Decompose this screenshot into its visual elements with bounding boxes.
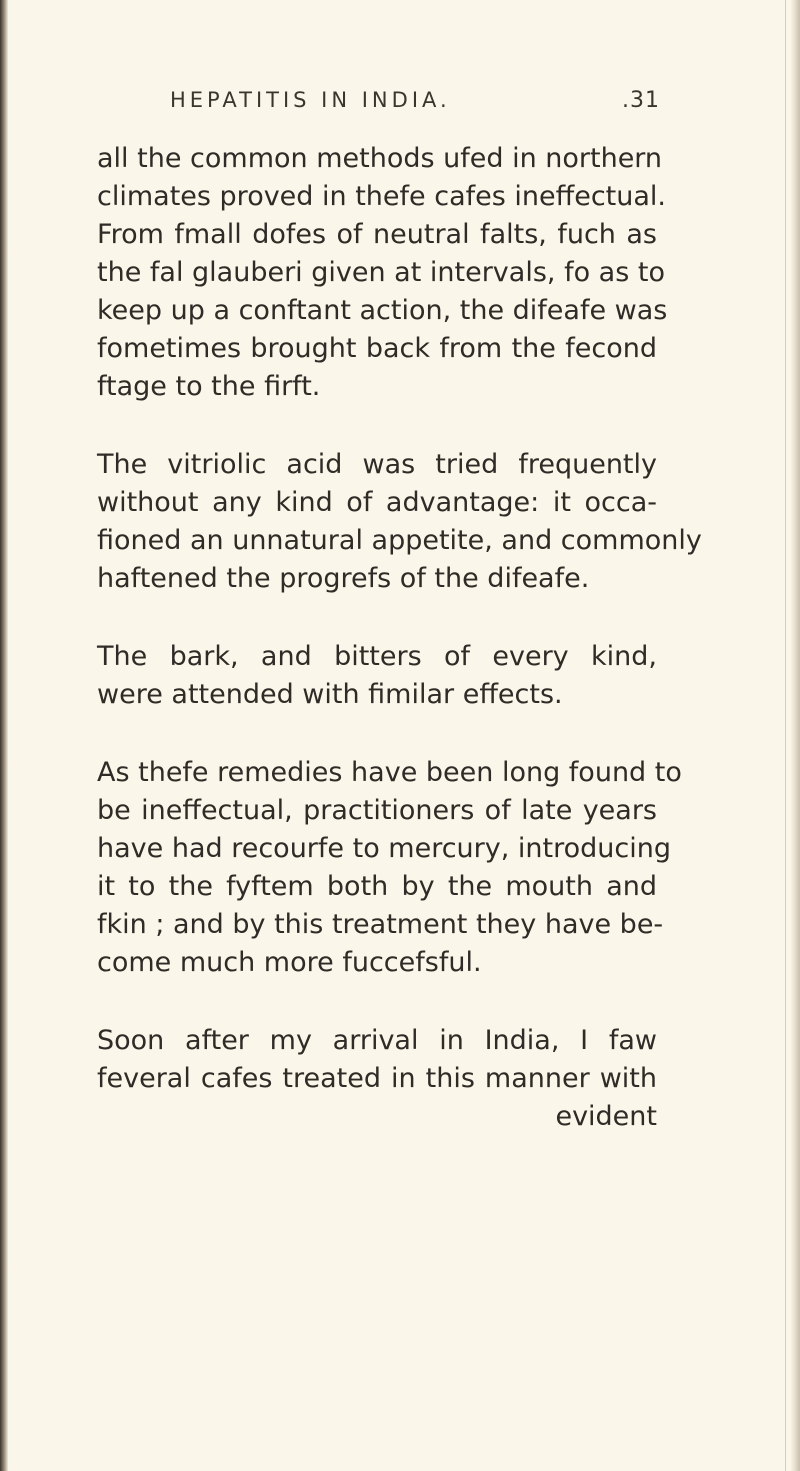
- text-line: the fal glauberi given at intervals, fo as to: [97, 257, 665, 288]
- page-number: .31: [622, 88, 660, 113]
- page-header: [150, 88, 670, 124]
- text-line: without any kind of advantage: it occa-: [97, 487, 657, 518]
- text-line: ftage to the firft.: [97, 371, 321, 402]
- text-line: haftened the progrefs of the difeafe.: [97, 563, 590, 594]
- page-outer-edge: [790, 0, 800, 1471]
- body-text: [97, 140, 702, 1136]
- paragraph: [97, 140, 668, 406]
- text-line: were attended with fimilar effects.: [97, 679, 563, 710]
- running-title: HEPATITIS IN INDIA.: [170, 88, 451, 112]
- paragraph: [97, 1022, 657, 1136]
- text-line: The bark, and bitters of every kind,: [97, 641, 657, 672]
- text-line: come much more fuccefsful.: [97, 947, 482, 978]
- text-line: fometimes brought back from the fecond: [97, 333, 657, 364]
- text-line: have had recourfe to mercury, introducing: [97, 833, 671, 864]
- page-fold-line: [785, 0, 786, 1471]
- text-line: Soon after my arrival in India, I faw: [97, 1025, 657, 1056]
- text-line: all the common methods ufed in northern: [97, 143, 663, 174]
- paragraph: [97, 638, 657, 714]
- catchword: evident: [555, 1101, 657, 1132]
- text-line: feveral cafes treated in this manner with: [97, 1063, 657, 1094]
- paragraph: [97, 446, 702, 598]
- text-line: The vitriolic acid was tried frequently: [97, 449, 657, 480]
- text-line: be ineffectual, practitioners of late years: [97, 795, 657, 826]
- text-line: climates proved in thefe cafes ineffectual.: [97, 181, 666, 212]
- text-line: keep up a conftant action, the difeafe was: [97, 295, 668, 326]
- text-line: fkin ; and by this treatment they have be-: [97, 909, 664, 940]
- text-line: From fmall dofes of neutral falts, fuch as: [97, 219, 657, 250]
- page-binding-edge: [0, 0, 8, 1471]
- text-line: fioned an unnatural appetite, and commonly: [97, 525, 702, 556]
- text-line: As thefe remedies have been long found to: [97, 757, 682, 788]
- paragraph: [97, 754, 682, 982]
- text-line: it to the fyftem both by the mouth and: [97, 871, 657, 902]
